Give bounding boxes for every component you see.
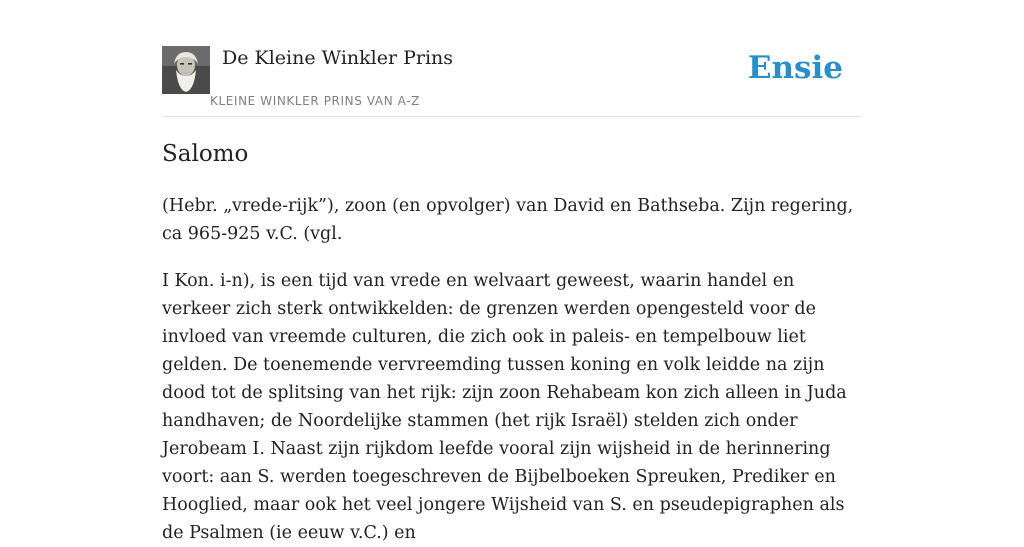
brand-logo[interactable]: Ensie bbox=[747, 50, 843, 86]
article-title: Salomo bbox=[162, 141, 249, 167]
article-body bbox=[162, 138, 866, 547]
site-header bbox=[162, 46, 862, 117]
bearded-man-portrait-icon bbox=[162, 46, 210, 94]
article-paragraph: I Kon. i-n), is een tijd van vrede en welvaart geweest, waarin handel en verkeer zich sterk ontwikkelden: de grenzen werden opengesteld voor de invloed van vreemde culturen, die zich ook in paleis- en tempelbouw liet gelden. De toenemende vervreemding tussen koning en volk leidde na zijn dood tot de splitsing van het rijk: zijn zoon Rehabeam kon zich alleen in Juda handhaven; de Noordelijke stammen (het rijk Israël) stelden zich onder Jerobeam I. Naast zijn rijkdom leefde vooral zijn wijsheid in de herinnering voort: aan S. werden toegeschreven de Bijbelboeken Spreuken, Prediker en Hooglied, maar ook het veel jongere Wijsheid van S. en pseudepigraphen als de Psalmen (ie eeuw v.C.) en bbox=[162, 271, 847, 543]
author-avatar[interactable] bbox=[162, 46, 210, 94]
site-title[interactable]: De Kleine Winkler Prins bbox=[222, 47, 454, 69]
site-subtitle[interactable]: KLEINE WINKLER PRINS VAN A-Z bbox=[210, 94, 420, 108]
article-paragraph: (Hebr. „vrede-rijk”), zoon (en opvolger) van David en Bathseba. Zijn regering, ca 965-925 v.C. (vgl. bbox=[162, 196, 854, 244]
